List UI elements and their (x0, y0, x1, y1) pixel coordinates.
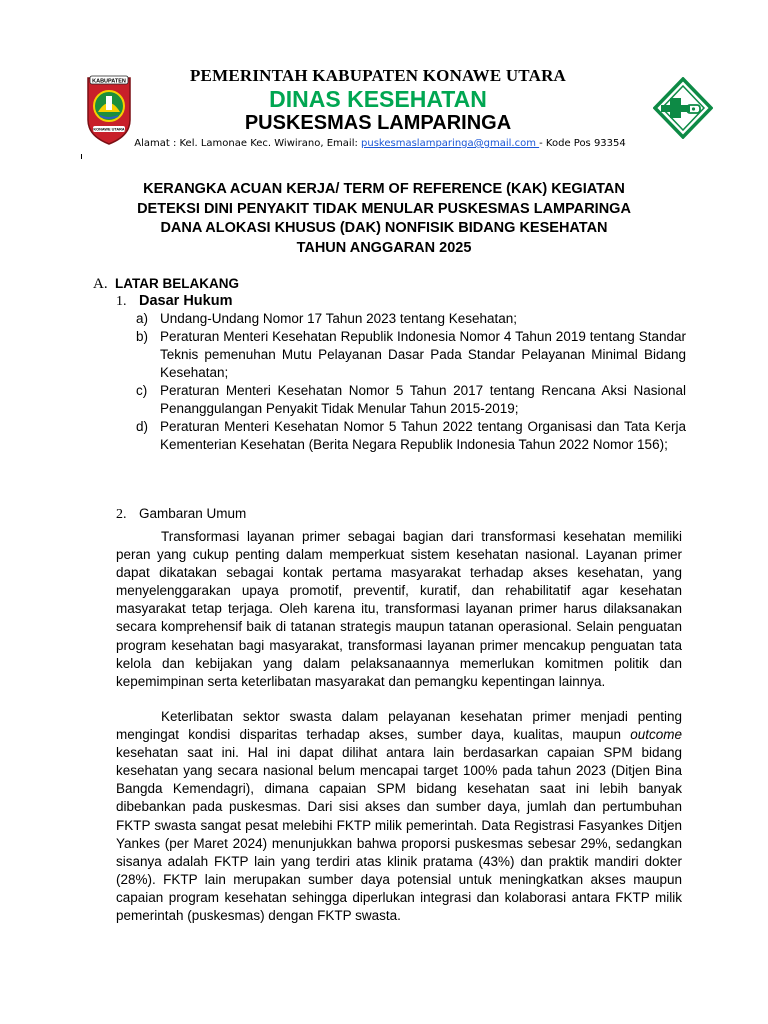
puskesmas-cross-icon (653, 77, 713, 139)
paragraph-1: Transformasi layanan primer sebagai bagian dari transformasi kesehatan memiliki peran yang cukup penting dalam memperkuat sistem kesehatan nasional. Layanan primer dapat dikatakan sebagai kontak pertama masyarakat terhadap akses kesehatan, yang menyelenggarakan upaya promotif, preventif, kuratif, dan rehabilitatif agar kesehatan masyarakat tetap terjaga. Oleh karena itu, transformasi layanan primer harus dilaksanakan secara komprehensif baik di tatanan strategis maupun tatanan operasional. Selain penguatan program kesehatan bagi masyarakat, transformasi layanan primer mencakup penguatan tata kelola dan kebijakan yang dalam pelaksanaannya memerlukan komitmen politik dan kepemimpinan serta keterlibatan masyarakat dan pemangku kepentingan lainnya. (116, 529, 682, 689)
facility-name: PUSKESMAS LAMPARINGA (244, 112, 512, 134)
list-item (136, 328, 686, 382)
crest-bottom-text: KONAWE UTARA (93, 127, 125, 132)
title-line-3: DANA ALOKASI KHUSUS (DAK) NONFISIK BIDANG KESEHATAN (160, 220, 608, 236)
section-a-marker: A. (93, 276, 108, 292)
title-line-2: DETEKSI DINI PENYAKIT TIDAK MENULAR PUSKESMAS LAMPARINGA (137, 200, 631, 217)
subsection-1-heading (116, 292, 232, 310)
list-item (136, 382, 686, 418)
subsection-1-label: Dasar Hukum (139, 293, 233, 309)
list-item-text: Undang-Undang Nomor 17 Tahun 2023 tentang Kesehatan; (160, 311, 518, 326)
list-item (136, 418, 686, 454)
list-item-letter: c) (136, 383, 148, 398)
subsection-2-heading (116, 506, 246, 523)
address-line (100, 138, 660, 149)
title-line-4: TAHUN ANGGARAN 2025 (296, 239, 472, 256)
department-name: DINAS KESEHATAN (269, 86, 487, 112)
email-link[interactable]: puskesmaslamparinga@gmail.com (361, 138, 540, 149)
list-item-letter: a) (136, 311, 149, 326)
list-item-text: Peraturan Menteri Kesehatan Republik Indonesia Nomor 4 Tahun 2019 tentang Standar Teknis pemenuhan Mutu Pelayanan Dasar Pada Standar Pelayanan Minimal Bidang Kesehatan; (160, 329, 686, 380)
government-name: PEMERINTAH KABUPATEN KONAWE UTARA (189, 66, 567, 85)
list-item-text: Peraturan Menteri Kesehatan Nomor 5 Tahun 2022 tentang Organisasi dan Tata Kerja Kementerian Kesehatan (Berita Negara Republik Indonesia Tahun 2022 Nomor 156); (160, 419, 686, 452)
section-a-heading (93, 275, 239, 293)
list-item-text: Peraturan Menteri Kesehatan Nomor 5 Tahun 2017 tentang Rencana Aksi Nasional Penanggulangan Penyakit Tidak Menular Tahun 2015-2019; (160, 383, 686, 416)
list-item-letter: d) (136, 419, 149, 434)
section-a-label: LATAR BELAKANG (115, 276, 239, 291)
legal-basis-list (136, 310, 686, 454)
address-suffix: - Kode Pos 93354 (539, 138, 626, 149)
paragraph-2-part-1: Keterlibatan sektor swasta dalam pelayanan kesehatan primer menjadi penting mengingat kondisi disparitas terhadap akses, sumber daya, kualitas, maupun (116, 709, 682, 743)
paragraph-2-part-2: kesehatan saat ini. Hal ini dapat dilihat antara lain berdasarkan capaian SPM bidang kesehatan yang secara nasional belum mencapai target 100% pada tahun 2023 (Ditjen Bina Bangda Kemendagri), dimana capaian SPM bidang kesehatan saat ini lebih banyak dibebankan pada puskesmas. Dari sisi akses dan sumber daya, jumlah dan pertumbuhan FKTP swasta sangat pesat melebihi FKTP milik pemerintah. Data Registrasi Fasyankes Ditjen Yankes (per Maret 2024) menunjukkan bahwa proporsi puskesmas sebesar 29%, sedangkan sisanya adalah FKTP lain yang terdiri atas klinik pratama (43%) dan praktik mandiri dokter (28%). FKTP lain merupakan sumber daya potensial untuk meningkatkan akses maupun capaian program kesehatan sehingga diperlukan integrasi dan kolaborasi antara FKTP milik pemerintah (puskesmas) dengan FKTP swasta. (116, 745, 682, 924)
subsection-2-label: Gambaran Umum (139, 506, 247, 521)
list-item (136, 310, 686, 328)
paragraph-2 (116, 708, 682, 925)
title-line-1: KERANGKA ACUAN KERJA/ TERM OF REFERENCE (KAK) KEGIATAN (143, 181, 625, 197)
document-title (80, 180, 688, 258)
address-prefix: Alamat : Kel. Lamonae Kec. Wiwirano, Email: (134, 138, 362, 149)
regency-crest-icon (84, 72, 134, 146)
subsection-1-marker: 1. (116, 294, 127, 309)
subsection-2-marker: 2. (116, 507, 127, 522)
crest-top-text: KABUPATEN (92, 78, 126, 85)
paragraph-2-italic: outcome (630, 727, 682, 743)
margin-mark (81, 154, 82, 159)
list-item-letter: b) (136, 329, 149, 344)
